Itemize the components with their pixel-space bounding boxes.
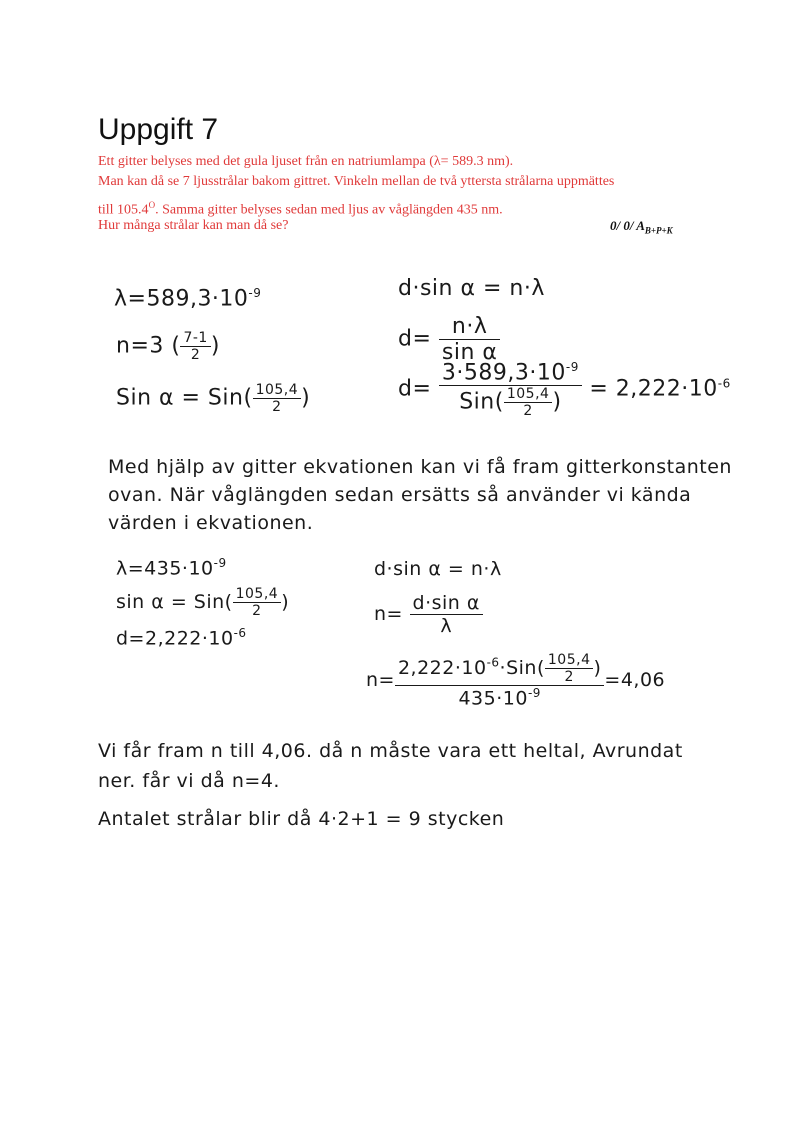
grating-equation-2: d·sin α = n·λ [374,558,502,580]
problem-line-3: till $105.4^O$. Samma gitter belyses sedan med ljus av våglängden 435 nm. [98,200,503,218]
sin-alpha-2: sin α = Sin( $\frac{105,4}{2}$ ) [116,586,290,619]
n-value-1: n=3 ( $\frac{7-1}{2}$ ) [116,330,220,363]
n-formula: n= $\frac{\text{d·sin α}}{\lambda}$ [374,592,483,637]
problem-line-1: Ett gitter belyses med det gula ljuset från en natriumlampa (λ= 589.3 nm). [98,154,514,169]
d-calculation: d= $3\cdot 589,3\cdot 10^{-9}$ Sin( $\frac{105,4}{2}$ ) = $2,222\cdot 10^{-6}$ [398,360,731,420]
explanation-line-2: ovan. När våglängden sedan ersätts så använder vi kända [108,484,692,506]
d-formula: d= $\frac{n\cdot\lambda}{\text{sin α}}$ [398,314,500,365]
grating-equation-1: d·sin α = n·λ [398,276,545,301]
conclusion-line-3: Antalet strålar blir då 4·2+1 = 9 stycken [98,808,505,830]
conclusion-line-2: ner. får vi då n=4. [98,770,280,792]
score-label: 0/ 0/ $A_{B+P+K}$ [610,218,673,236]
problem-line-2: Man kan då se 7 ljusstrålar bakom gittret. Vinkeln mellan de två yttersta strålarna uppmättes [98,174,615,189]
explanation-line-1: Med hjälp av gitter ekvationen kan vi få fram gitterkonstanten [108,456,732,478]
problem-line-4: Hur många strålar kan man då se? [98,218,289,233]
lambda-2: $\lambda=435\cdot 10^{-9}$ [116,556,227,580]
d-value: $d=2,222\cdot 10^{-6}$ [116,626,247,650]
n-calculation: n= $2,222\cdot 10^{-6}\cdot Sin$( $\frac{105,4}{2}$ ) $435\cdot 10^{-9}$ =4,06 [366,652,666,710]
conclusion-line-1: Vi får fram n till 4,06. då n måste vara ett heltal, Avrundat [98,740,683,762]
lambda-1: $\lambda=589,3\cdot 10^{-9}$ [114,286,262,312]
page-title: Uppgift 7 [98,113,219,146]
sin-alpha-1: Sin α = Sin( $\frac{105,4}{2}$ ) [116,382,311,415]
explanation-line-3: värden i ekvationen. [108,512,314,534]
